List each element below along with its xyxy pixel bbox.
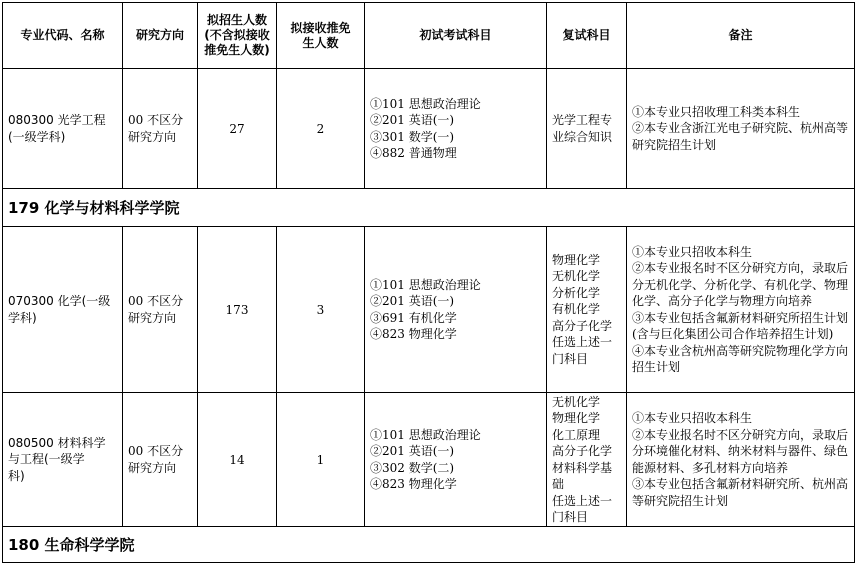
college-row [3, 527, 855, 563]
planned-count: 173 [198, 227, 277, 393]
header-remarks: 备注 [627, 3, 855, 69]
initial-exam-subjects: ①101 思想政治理论 ②201 英语(一) ③301 数学(一) ④882 普通物理 [365, 69, 547, 189]
header-direction: 研究方向 [123, 3, 198, 69]
research-direction: 00 不区分 研究方向 [123, 69, 198, 189]
major-code-name: 070300 化学(一级 学科) [3, 227, 123, 393]
header-initial-exam: 初试考试科目 [365, 3, 547, 69]
initial-exam-subjects: ①101 思想政治理论 ②201 英语(一) ③302 数学(二) ④823 物理化学 [365, 393, 547, 527]
research-direction: 00 不区分 研究方向 [123, 393, 198, 527]
planned-count: 27 [198, 69, 277, 189]
college-title: 180 生命科学学院 [3, 527, 855, 563]
exempt-count: 3 [277, 227, 365, 393]
header-code-name: 专业代码、名称 [3, 3, 123, 69]
header-planned: 拟招生人数(不含拟接收推免生人数) [198, 3, 277, 69]
table-row [3, 227, 855, 393]
retest-subjects: 光学工程专 业综合知识 [547, 69, 627, 189]
admissions-table [2, 2, 855, 563]
retest-subjects: 物理化学 无机化学 分析化学 有机化学 高分子化学 任选上述一 门科目 [547, 227, 627, 393]
remarks: ①本专业只招收本科生 ②本专业报名时不区分研究方向，录取后分无机化学、分析化学、有机化学、物理化学、高分子化学与物理方向培养 ③本专业包括含氟新材料研究所招生计划(含与巨化集团公司合作培养招生计划) ④本专业含杭州高等研究院物理化学方向招生计划 [627, 227, 855, 393]
research-direction: 00 不区分 研究方向 [123, 227, 198, 393]
exempt-count: 1 [277, 393, 365, 527]
header-exempt: 拟接收推免生人数 [277, 3, 365, 69]
initial-exam-subjects: ①101 思想政治理论 ②201 英语(一) ③691 有机化学 ④823 物理化学 [365, 227, 547, 393]
header-row [3, 3, 855, 69]
major-code-name: 080500 材料科学 与工程(一级学 科) [3, 393, 123, 527]
planned-count: 14 [198, 393, 277, 527]
table-row [3, 393, 855, 527]
table-row [3, 69, 855, 189]
retest-subjects: 无机化学 物理化学 化工原理 高分子化学 材料科学基 础 任选上述一 门科目 [547, 393, 627, 527]
college-row [3, 189, 855, 227]
exempt-count: 2 [277, 69, 365, 189]
remarks: ①本专业只招收本科生 ②本专业报名时不区分研究方向，录取后分环境催化材料、纳米材料与器件、绿色能源材料、多孔材料方向培养 ③本专业包括含氟新材料研究所、杭州高等研究院招生计划 [627, 393, 855, 527]
header-retest: 复试科目 [547, 3, 627, 69]
major-code-name: 080300 光学工程 (一级学科) [3, 69, 123, 189]
college-title: 179 化学与材料科学学院 [3, 189, 855, 227]
remarks: ①本专业只招收理工科类本科生 ②本专业含浙江光电子研究院、杭州高等研究院招生计划 [627, 69, 855, 189]
